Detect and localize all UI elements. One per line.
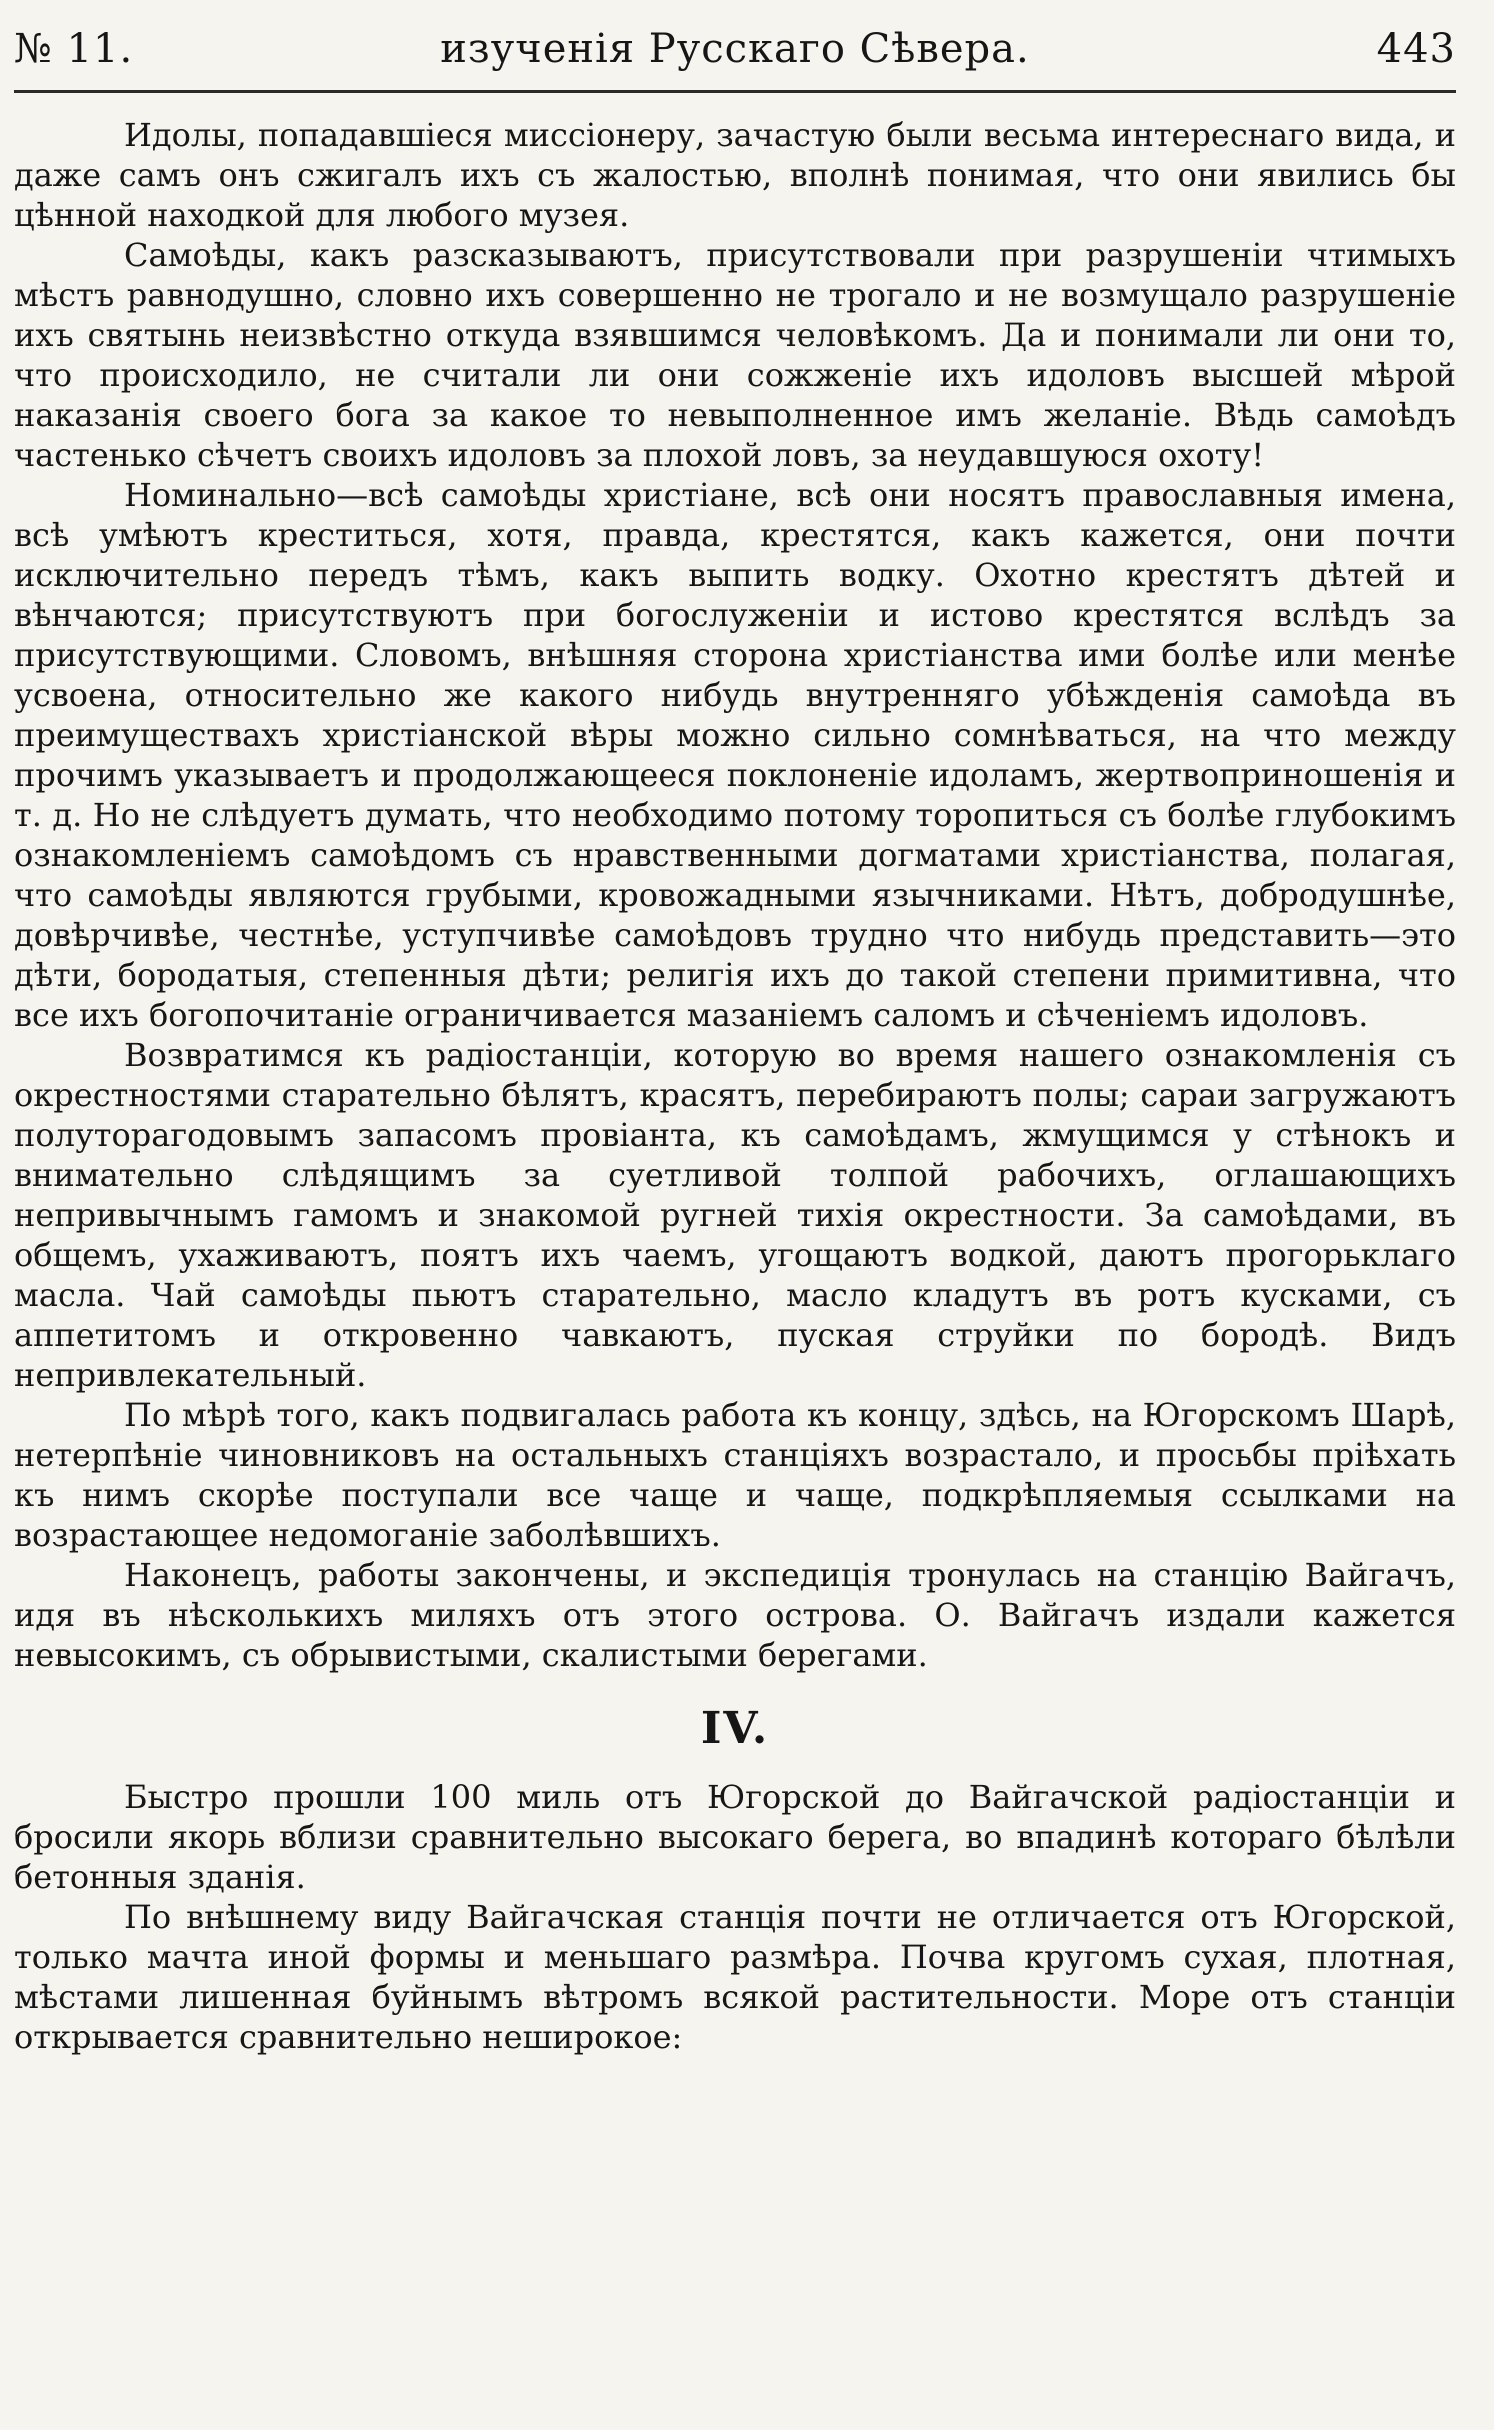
paragraph-5: По мѣрѣ того, какъ подвигалась работа къ концу, здѣсь, на Югорскомъ Шарѣ, нетерпѣніе чиновниковъ на остальныхъ станціяхъ возрастало, и просьбы пріѣхать къ нимъ скорѣе поступали все чаще и чаще, подкрѣпляемыя ссылками на возрастающее недомоганіе заболѣвшихъ. (14, 1396, 1456, 1554)
paragraph-2: Самоѣды, какъ разсказываютъ, присутствовали при разрушеніи чтимыхъ мѣстъ равнодушно, словно ихъ совершенно не трогало и не возмущало разрушеніе ихъ святынь неизвѣстно откуда взявшимся человѣкомъ. Да и понимали ли они то, что происходило, не считали ли они сожженіе ихъ идоловъ высшей мѣрой наказанія своего бога за какое то невыполненное имъ желаніе. Вѣдь самоѣдъ частенько сѣчетъ своихъ идоловъ за плохой ловъ, за неудавшуюся охоту! (14, 236, 1456, 474)
paragraph-6: Наконецъ, работы закончены, и экспедиція тронулась на станцію Вайгачъ, идя въ нѣсколькихъ миляхъ отъ этого острова. О. Вайгачъ издали кажется невысокимъ, съ обрывистыми, скалистыми берегами. (14, 1556, 1456, 1674)
paragraph-3: Номинально—всѣ самоѣды христіане, всѣ они носятъ православныя имена, всѣ умѣютъ креститься, хотя, правда, крестятся, какъ кажется, они почти исключительно передъ тѣмъ, какъ выпить водку. Охотно крестятъ дѣтей и вѣнчаются; присутствуютъ при богослуженіи и истово крестятся вслѣдъ за присутствующими. Словомъ, внѣшняя сторона христіанства ими болѣе или менѣе усвоена, относительно же какого нибудь внутренняго убѣжденія самоѣда въ преимуществахъ христіанской вѣры можно сильно сомнѣваться, на что между прочимъ указываетъ и продолжающееся поклоненіе идоламъ, жертвоприношенія и т. д. Но не слѣдуетъ думать, что необходимо потому торопиться съ болѣе глубокимъ ознакомленіемъ самоѣдомъ съ нравственными догматами христіанства, полагая, что самоѣды являются грубыми, кровожадными язычниками. Нѣтъ, добродушнѣе, довѣрчивѣе, честнѣе, уступчивѣе самоѣдовъ трудно что нибудь представить—это дѣти, бородатыя, степенныя дѣти; религія ихъ до такой степени примитивна, что все ихъ богопочитаніе ограничивается мазаніемъ саломъ и сѣченіемъ идоловъ. (14, 476, 1456, 1034)
running-title: изученія Русскаго Сѣвера. (440, 26, 1030, 72)
paragraph-1: Идолы, попадавшіеся миссіонеру, зачастую были весьма интереснаго вида, и даже самъ онъ сжигалъ ихъ съ жалостью, вполнѣ понимая, что они явились бы цѣнной находкой для любого музея. (14, 116, 1456, 234)
header-rule (14, 90, 1456, 93)
section-heading: IV. (700, 1703, 770, 1754)
issue-number: № 11. (14, 26, 134, 72)
running-header (14, 14, 1456, 84)
paragraph-4: Возвратимся къ радіостанціи, которую во время нашего ознакомленія съ окрестностями старательно бѣлятъ, красятъ, перебираютъ полы; сараи загружаютъ полуторагодовымъ запасомъ провіанта, къ самоѣдамъ, жмущимся у стѣнокъ и внимательно слѣдящимъ за суетливой толпой рабочихъ, оглашающихъ непривычнымъ гамомъ и знакомой ругней тихія окрестности. За самоѣдами, въ общемъ, ухаживаютъ, поятъ ихъ чаемъ, угощаютъ водкой, даютъ прогорьклаго масла. Чай самоѣды пьютъ старательно, масло кладутъ въ ротъ кусками, съ аппетитомъ и откровенно чавкаютъ, пуская струйки по бородѣ. Видъ непривлекательный. (14, 1036, 1456, 1394)
paragraph-7: Быстро прошли 100 миль отъ Югорской до Вайгачской радіостанціи и бросили якорь вблизи сравнительно высокаго берега, во впадинѣ котораго бѣлѣли бетонныя зданія. (14, 1778, 1456, 1896)
page-number: 443 (1376, 26, 1456, 72)
paragraph-8: По внѣшнему виду Вайгачская станція почти не отличается отъ Югорской, только мачта иной формы и меньшаго размѣра. Почва кругомъ сухая, плотная, мѣстами лишенная буйнымъ вѣтромъ всякой растительности. Море отъ станціи открывается сравнительно неширокое: (14, 1898, 1456, 2056)
